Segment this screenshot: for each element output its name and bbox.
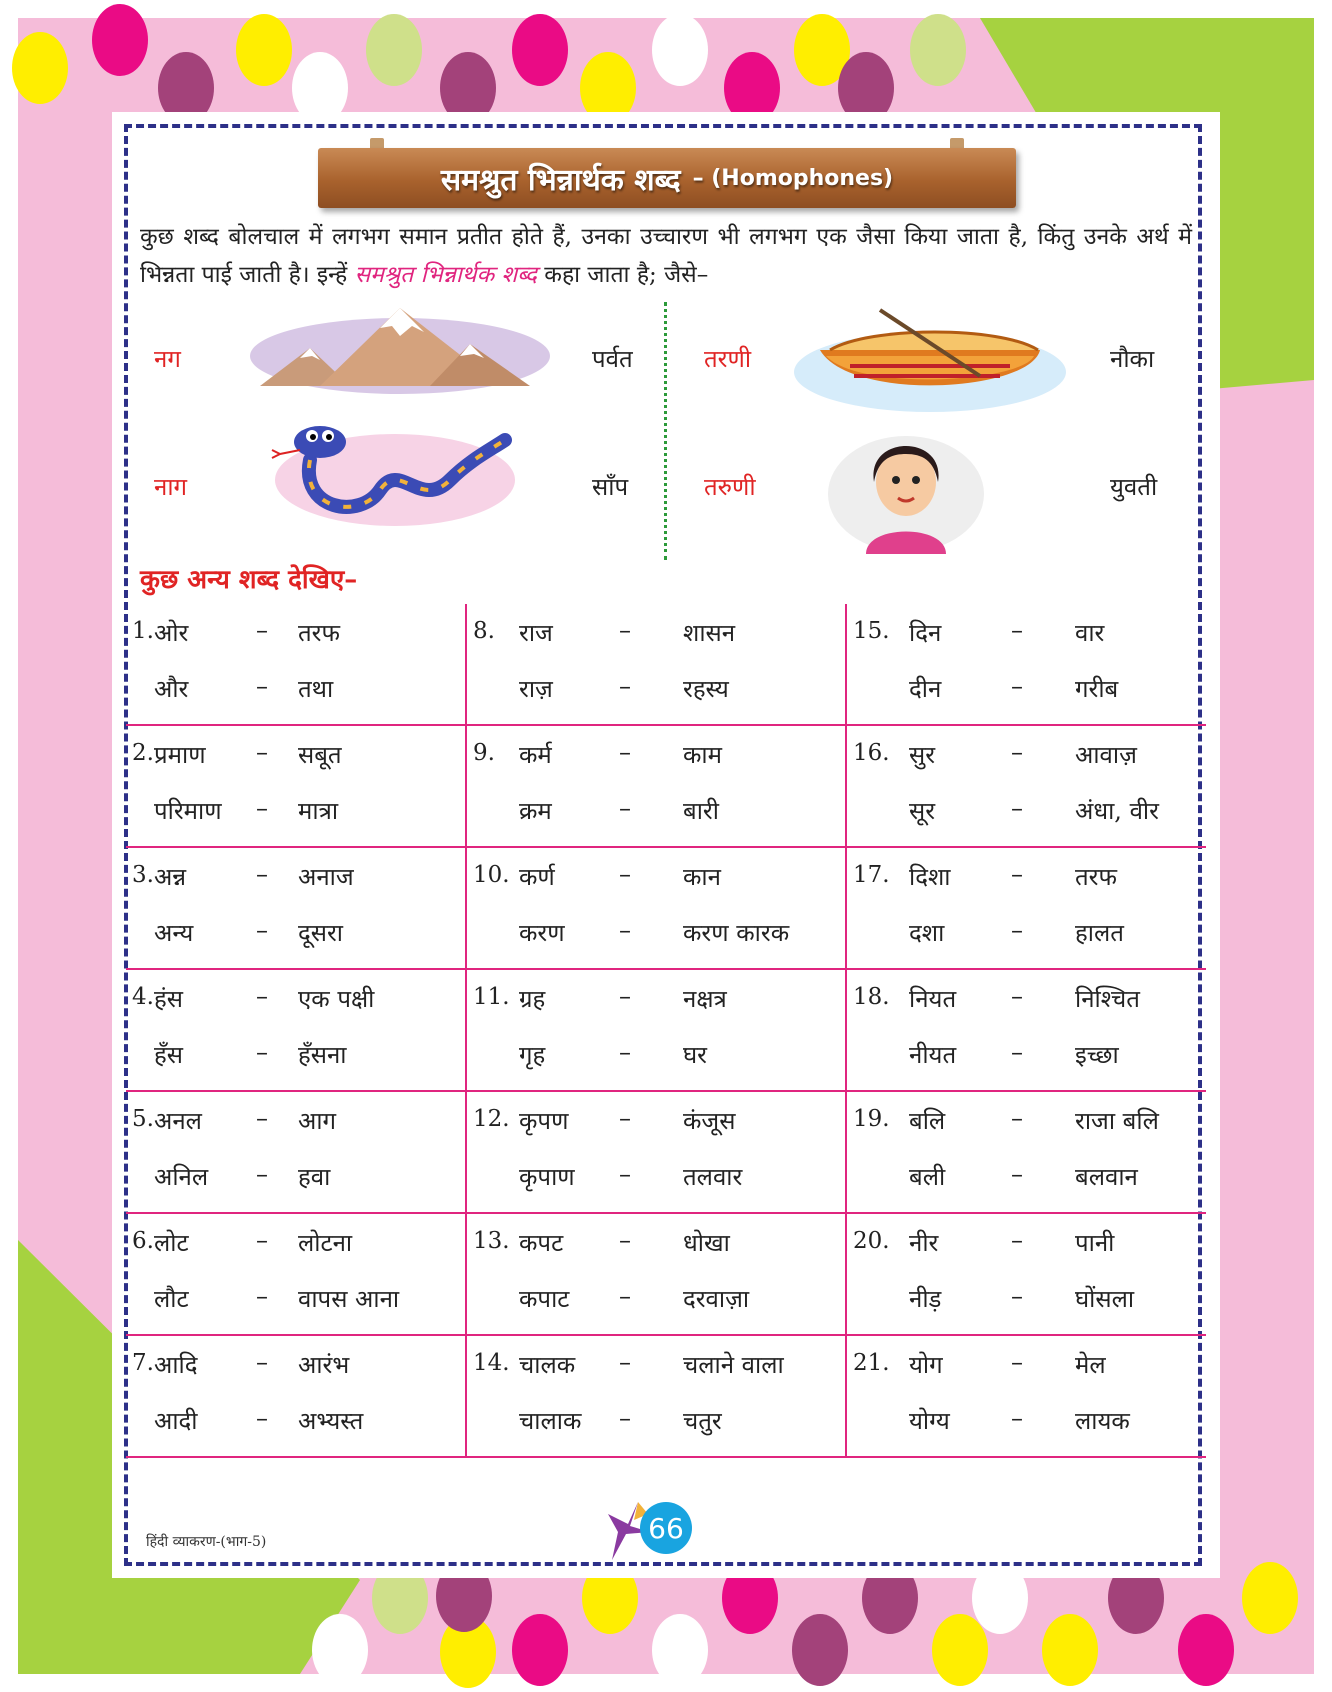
mountains-picture (240, 296, 550, 396)
dash: – (1011, 1282, 1023, 1310)
item-number: 17. (853, 862, 890, 888)
meaning: तथा (298, 675, 334, 703)
dash: – (256, 616, 268, 644)
table-row (126, 725, 1206, 847)
table-cell (846, 1213, 1206, 1335)
example-word: तरुणी (704, 473, 756, 501)
table-row (126, 847, 1206, 969)
word: चालक (519, 1351, 576, 1379)
word: प्रमाण (154, 741, 206, 769)
dash: – (619, 1038, 631, 1066)
example-meaning: युवती (1110, 473, 1158, 501)
table-cell (466, 847, 846, 969)
dash: – (619, 916, 631, 944)
meaning: निश्चित (1075, 985, 1140, 1013)
word: हंस (154, 985, 183, 1013)
meaning: करण कारक (683, 919, 790, 947)
word: नियत (909, 985, 957, 1013)
item-number: 4. (132, 984, 154, 1010)
dash: – (256, 738, 268, 766)
dash: – (256, 1038, 268, 1066)
table-cell (126, 1213, 466, 1335)
example-meaning: पर्वत (592, 345, 633, 373)
more-words-heading: कुछ अन्य शब्द देखिए– (140, 565, 358, 595)
meaning: नक्षत्र (683, 985, 727, 1013)
meaning: तरफ (1075, 863, 1117, 891)
meaning: पानी (1075, 1229, 1115, 1257)
word: लोट (154, 1229, 189, 1257)
dash: – (1011, 672, 1023, 700)
meaning: कंजूस (683, 1107, 736, 1135)
dash: – (256, 672, 268, 700)
example-meaning: साँप (592, 473, 629, 501)
meaning: हवा (298, 1163, 331, 1191)
word: नीर (909, 1229, 939, 1257)
meaning: इच्छा (1075, 1041, 1119, 1069)
word: कर्ण (519, 863, 555, 891)
item-number: 16. (853, 740, 890, 766)
table-cell (466, 1091, 846, 1213)
word: परिमाण (154, 797, 222, 825)
dash: – (1011, 1404, 1023, 1432)
table-cell (126, 725, 466, 847)
meaning: दरवाज़ा (683, 1285, 750, 1313)
girl-picture (826, 424, 986, 554)
word: दिशा (909, 863, 951, 891)
dash: – (619, 1104, 631, 1132)
meaning: आरंभ (298, 1351, 350, 1379)
word: नीयत (909, 1041, 957, 1069)
word: करण (519, 919, 565, 947)
item-number: 7. (132, 1350, 154, 1376)
item-number: 19. (853, 1106, 890, 1132)
page-title-english: – (Homophones) (692, 165, 894, 191)
table-cell (846, 847, 1206, 969)
meaning: अंधा, वीर (1075, 797, 1159, 825)
meaning: अभ्यस्त (298, 1407, 364, 1435)
word: आदि (154, 1351, 198, 1379)
word: ग्रह (519, 985, 546, 1013)
meaning: मेल (1075, 1351, 1106, 1379)
example-word: तरणी (704, 345, 752, 373)
page-number: 66 (640, 1502, 692, 1554)
meaning: तरफ (298, 619, 340, 647)
meaning: तलवार (683, 1163, 743, 1191)
title-board (318, 148, 1016, 208)
dash: – (1011, 794, 1023, 822)
meaning: आग (298, 1107, 337, 1135)
word: बली (909, 1163, 946, 1191)
word: और (154, 675, 189, 703)
dash: – (256, 1160, 268, 1188)
meaning: गरीब (1075, 675, 1119, 703)
meaning: चतुर (683, 1407, 722, 1435)
intro-text-end: कहा जाता है; जैसे– (544, 262, 709, 288)
table-cell (466, 604, 846, 725)
word: अन्न (154, 863, 187, 891)
table-cell (846, 604, 1206, 725)
table-cell (466, 1213, 846, 1335)
dash: – (1011, 738, 1023, 766)
table-cell (126, 847, 466, 969)
item-number: 6. (132, 1228, 154, 1254)
meaning: चलाने वाला (683, 1351, 784, 1379)
word: आदी (154, 1407, 198, 1435)
word: बलि (909, 1107, 946, 1135)
meaning: सबूत (298, 741, 342, 769)
meaning: बारी (683, 797, 719, 825)
table-cell (126, 604, 466, 725)
meaning: बलवान (1075, 1163, 1138, 1191)
title-banner (318, 148, 1016, 208)
dash: – (619, 672, 631, 700)
dash: – (619, 794, 631, 822)
book-title: हिंदी व्याकरण-(भाग-5) (146, 1534, 267, 1550)
item-number: 2. (132, 740, 154, 766)
item-number: 12. (473, 1106, 510, 1132)
word: सुर (909, 741, 936, 769)
dash: – (619, 1282, 631, 1310)
word: लौट (154, 1285, 189, 1313)
word: कपट (519, 1229, 564, 1257)
word: कृपण (519, 1107, 569, 1135)
word: दीन (909, 675, 942, 703)
example-word: नाग (154, 473, 188, 501)
meaning: राजा बलि (1075, 1107, 1159, 1135)
word: अन्य (154, 919, 194, 947)
item-number: 9. (473, 740, 495, 766)
word: सूर (909, 797, 936, 825)
meaning: दूसरा (298, 919, 343, 947)
dash: – (1011, 1038, 1023, 1066)
table-cell (126, 969, 466, 1091)
table-row (126, 1213, 1206, 1335)
word: कपाट (519, 1285, 570, 1313)
meaning: हालत (1075, 919, 1124, 947)
dash: – (256, 916, 268, 944)
example-word: नग (154, 345, 181, 373)
item-number: 10. (473, 862, 510, 888)
table-row (126, 1091, 1206, 1213)
table-cell (846, 969, 1206, 1091)
meaning: लायक (1075, 1407, 1130, 1435)
word: कृपाण (519, 1163, 575, 1191)
homophones-table (126, 604, 1206, 1458)
item-number: 11. (473, 984, 510, 1010)
intro-paragraph (140, 218, 1192, 294)
meaning: काम (683, 741, 722, 769)
snake-picture (270, 420, 520, 530)
dash: – (1011, 1226, 1023, 1254)
meaning: वापस आना (298, 1285, 400, 1313)
word: अनिल (154, 1163, 209, 1191)
word: अनल (154, 1107, 202, 1135)
meaning: घोंसला (1075, 1285, 1135, 1313)
item-number: 1. (132, 618, 154, 644)
meaning: रहस्य (683, 675, 729, 703)
meaning: लोटना (298, 1229, 353, 1257)
dash: – (1011, 982, 1023, 1010)
dash: – (1011, 916, 1023, 944)
dash: – (256, 1404, 268, 1432)
table-cell (126, 1335, 466, 1457)
meaning: वार (1075, 619, 1105, 647)
meaning: आवाज़ (1075, 741, 1137, 769)
table-cell (466, 725, 846, 847)
meaning: घर (683, 1041, 707, 1069)
dash: – (619, 738, 631, 766)
dash: – (1011, 616, 1023, 644)
intro-highlight: समश्रुत भिन्नार्थक शब्द (354, 262, 537, 288)
table-row (126, 969, 1206, 1091)
dash: – (256, 794, 268, 822)
table-cell (466, 969, 846, 1091)
word: हँस (154, 1041, 183, 1069)
dash: – (256, 1282, 268, 1310)
dash: – (1011, 860, 1023, 888)
word: दिन (909, 619, 942, 647)
word: दशा (909, 919, 945, 947)
dash: – (1011, 1160, 1023, 1188)
dash: – (256, 1104, 268, 1132)
item-number: 15. (853, 618, 890, 644)
example-meaning: नौका (1110, 345, 1155, 373)
item-number: 14. (473, 1350, 510, 1376)
intro-text: कुछ शब्द बोलचाल में लगभग समान प्रतीत होते हैं, उनका उच्चारण भी लगभग एक जैसा किया जाता है, किंतु उनके अर्थ में भिन्नता पाई जाती है। इन्हें (140, 224, 1192, 288)
word: कर्म (519, 741, 552, 769)
meaning: एक पक्षी (298, 985, 375, 1013)
dash: – (256, 860, 268, 888)
page-title: समश्रुत भिन्नार्थक शब्द (440, 162, 681, 198)
item-number: 5. (132, 1106, 154, 1132)
dash: – (619, 1348, 631, 1376)
boat-picture (790, 306, 1070, 416)
item-number: 20. (853, 1228, 890, 1254)
meaning: शासन (683, 619, 736, 647)
table-row (126, 1335, 1206, 1457)
meaning: कान (683, 863, 721, 891)
meaning: हँसना (298, 1041, 347, 1069)
dash: – (1011, 1104, 1023, 1132)
example-divider (664, 302, 667, 560)
dash: – (619, 860, 631, 888)
word: चालाक (519, 1407, 582, 1435)
word: ओर (154, 619, 189, 647)
item-number: 18. (853, 984, 890, 1010)
meaning: मात्रा (298, 797, 339, 825)
word: क्रम (519, 797, 552, 825)
table-cell (846, 1335, 1206, 1457)
table-cell (846, 1091, 1206, 1213)
word: राज़ (519, 675, 553, 703)
dash: – (256, 982, 268, 1010)
item-number: 8. (473, 618, 495, 644)
word: गृह (519, 1041, 546, 1069)
word: राज (519, 619, 553, 647)
item-number: 21. (853, 1350, 890, 1376)
table-cell (846, 725, 1206, 847)
dash: – (619, 1160, 631, 1188)
word: योग्य (909, 1407, 950, 1435)
dash: – (256, 1348, 268, 1376)
table-cell (126, 1091, 466, 1213)
item-number: 3. (132, 862, 154, 888)
dash: – (619, 1404, 631, 1432)
word: योग (909, 1351, 943, 1379)
meaning: अनाज (298, 863, 354, 891)
table-row (126, 604, 1206, 725)
dash: – (619, 982, 631, 1010)
dash: – (619, 616, 631, 644)
word: नीड़ (909, 1285, 942, 1313)
table-cell (466, 1335, 846, 1457)
meaning: धोखा (683, 1229, 730, 1257)
dash: – (619, 1226, 631, 1254)
item-number: 13. (473, 1228, 510, 1254)
dash: – (256, 1226, 268, 1254)
dash: – (1011, 1348, 1023, 1376)
